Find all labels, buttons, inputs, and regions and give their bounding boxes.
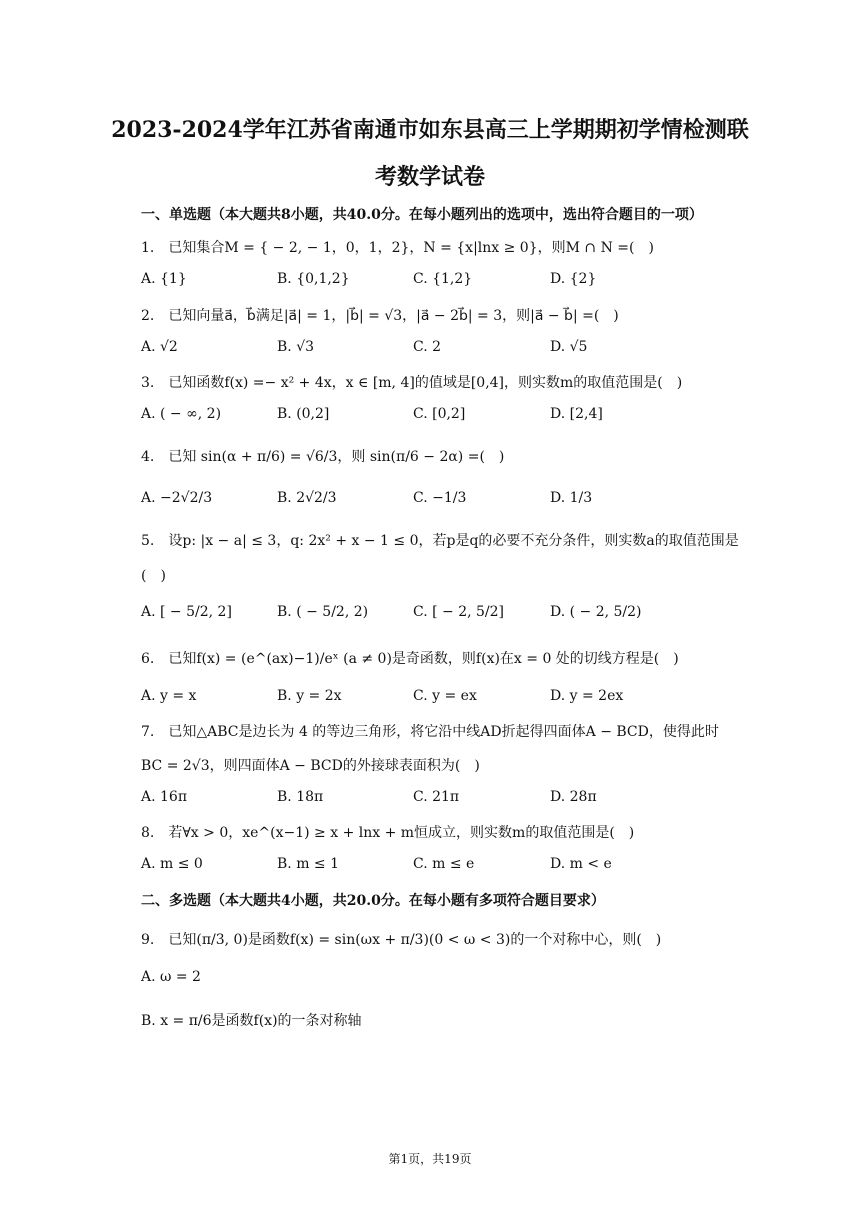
title-line-2: 考数学试卷 <box>374 164 485 190</box>
q7-option-a: A. 16π <box>141 789 188 805</box>
question-4-stem: 4. 已知 sin(α + π/6) = √6/3，则 sin(π/6 − 2α) =( ) <box>141 449 505 465</box>
q6-option-d: D. y = 2ex <box>550 688 624 704</box>
question-8-stem: 8. 若∀x > 0，xe^(x−1) ≥ x + lnx + m恒成立，则实数m的取值范围是( ) <box>141 825 635 841</box>
q1-option-a: A. {1} <box>141 271 187 287</box>
q1-option-b: B. {0,1,2} <box>277 271 350 287</box>
q2-option-d: D. √5 <box>550 339 588 355</box>
q4-option-a: A. −2√2/3 <box>141 490 213 506</box>
q8-option-c: C. m ≤ e <box>413 856 475 872</box>
q2-option-b: B. √3 <box>277 339 315 355</box>
q1-option-d: D. {2} <box>550 271 597 287</box>
q4-option-d: D. 1/3 <box>550 490 593 506</box>
question-1-stem: 1. 已知集合M = { − 2, − 1，0，1，2}，N = {x|lnx ≥ 0}，则M ∩ N =( ) <box>141 240 654 256</box>
section-2-heading: 二、多选题（本大题共4小题，共20.0分。在每小题有多项符合题目要求） <box>141 893 605 909</box>
q4-option-b: B. 2√2/3 <box>277 490 337 506</box>
q1-option-c: C. {1,2} <box>413 271 473 287</box>
q7-option-c: C. 21π <box>413 789 460 805</box>
q6-option-b: B. y = 2x <box>277 688 342 704</box>
q5-option-b: B. ( − 5/2, 2) <box>277 604 369 620</box>
question-9-stem: 9. 已知(π/3, 0)是函数f(x) = sin(ωx + π/3)(0 < ω < 3)的一个对称中心，则( ) <box>141 932 662 948</box>
q9-option-a: A. ω = 2 <box>141 969 201 985</box>
q7-option-d: D. 28π <box>550 789 597 805</box>
q3-option-d: D. [2,4] <box>550 406 603 422</box>
q7-option-b: B. 18π <box>277 789 324 805</box>
question-3-stem: 3. 已知函数f(x) =− x² + 4x，x ∈ [m, 4]的值域是[0,4]，则实数m的取值范围是( ) <box>141 375 683 391</box>
section-1-heading: 一、单选题（本大题共8小题，共40.0分。在每小题列出的选项中，选出符合题目的一项） <box>141 207 703 223</box>
question-7-stem: 7. 已知△ABC是边长为 4 的等边三角形，将它沿中线AD折起得四面体A − BCD，使得此时 <box>141 724 719 740</box>
page-footer: 第1页，共19页 <box>388 1152 472 1166</box>
q3-option-a: A. ( − ∞, 2) <box>141 406 222 422</box>
q3-option-c: C. [0,2] <box>413 406 466 422</box>
q3-option-b: B. (0,2] <box>277 406 330 422</box>
title-line-1: 2023-2024学年江苏省南通市如东县高三上学期期初学情检测联 <box>111 117 749 143</box>
q8-option-b: B. m ≤ 1 <box>277 856 340 872</box>
question-5-stem-cont: ( ) <box>141 568 166 584</box>
q8-option-a: A. m ≤ 0 <box>141 856 203 872</box>
q6-option-c: C. y = ex <box>413 688 477 704</box>
question-2-stem: 2. 已知向量a⃗，b⃗满足|a⃗| = 1，|b⃗| = √3，|a⃗ − 2b⃗| = 3，则|a⃗ − b⃗| =( ) <box>141 308 619 324</box>
q5-option-a: A. [ − 5/2, 2] <box>141 604 232 620</box>
q5-option-c: C. [ − 2, 5/2] <box>413 604 505 620</box>
q2-option-c: C. 2 <box>413 339 442 355</box>
question-5-stem: 5. 设p: |x − a| ≤ 3，q: 2x² + x − 1 ≤ 0，若p是q的必要不充分条件，则实数a的取值范围是 <box>141 533 739 549</box>
q6-option-a: A. y = x <box>141 688 197 704</box>
q4-option-c: C. −1/3 <box>413 490 467 506</box>
question-7-stem-cont: BC = 2√3，则四面体A − BCD的外接球表面积为( ) <box>141 758 480 774</box>
q9-option-b: B. x = π/6是函数f(x)的一条对称轴 <box>141 1013 362 1029</box>
q8-option-d: D. m < e <box>550 856 612 872</box>
question-6-stem: 6. 已知f(x) = (e^(ax)−1)/eˣ (a ≠ 0)是奇函数，则f(x)在x = 0 处的切线方程是( ) <box>141 651 679 667</box>
q5-option-d: D. ( − 2, 5/2) <box>550 604 642 620</box>
q2-option-a: A. √2 <box>141 339 178 355</box>
